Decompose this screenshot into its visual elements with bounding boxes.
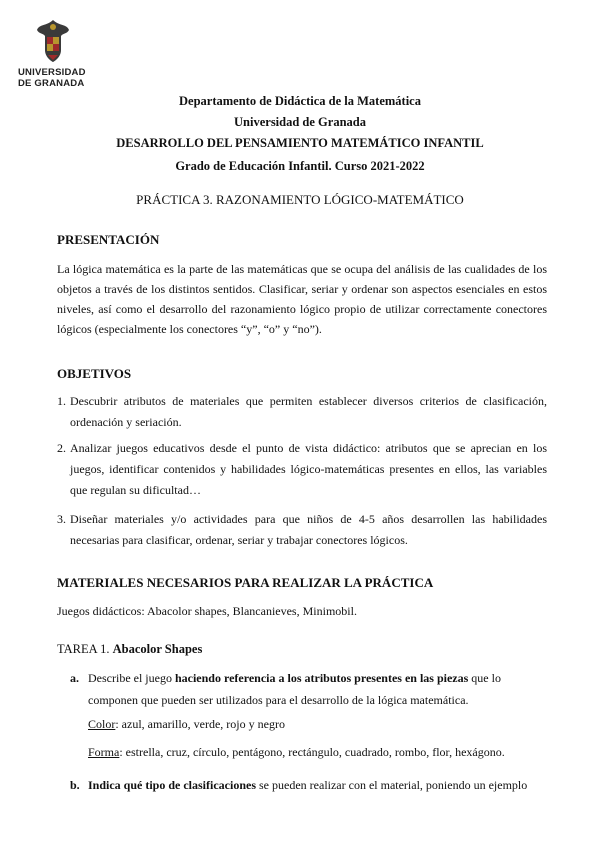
task-1-label: TAREA 1. [57, 642, 110, 656]
task-1-heading [57, 642, 202, 657]
department-title: Departamento de Didáctica de la Matemática [179, 94, 421, 108]
objective-item [57, 438, 547, 501]
objective-number: 1. [57, 394, 66, 408]
item-letter: b. [70, 778, 80, 792]
logo-line-2: DE GRANADA [18, 78, 85, 89]
logo-line-1: UNIVERSIDAD [18, 67, 86, 78]
objectives-heading: OBJETIVOS [57, 366, 132, 381]
university-title: Universidad de Granada [234, 115, 366, 129]
objective-number: 3. [57, 512, 66, 526]
university-crest-icon [33, 18, 73, 64]
objective-text: Analizar juegos educativos desde el punto de vista didáctico: atributos que se aprecian en los juegos, identificar contenidos y habilidades lógico-matemáticas presentes en ellos, las variables que regulan su dificultad… [70, 441, 547, 497]
item-bold-text: haciendo referencia a los atributos presentes en las piezas [174, 671, 469, 685]
item-text: Describe el juego [88, 671, 175, 685]
presentation-text: La lógica matemática es la parte de las matemáticas que se ocupa del análisis de las cualidades de los objetos a través de los distintos sentidos. Clasificar, seriar y ordenar son aspectos esenciales en estos niveles, así como el desarrollo del razonamiento lógico propio de utilizar correctamente conectores lógicos (especialmente los conectores “y”, “o” y “no”). [57, 262, 547, 336]
objective-text: Diseñar materiales y/o actividades para que niños de 4-5 años desarrollen las habilidades necesarias para clasificar, ordenar, seriar y trabajar conectores lógicos. [70, 512, 547, 547]
degree-title: Grado de Educación Infantil. Curso 2021-2022 [175, 159, 425, 173]
task-1-item-b [70, 774, 548, 796]
shape-label: Forma [88, 745, 120, 759]
university-logo [18, 18, 88, 89]
task-1-item-a [70, 667, 548, 763]
color-values: : azul, amarillo, verde, rojo y negro [115, 717, 285, 731]
color-attribute [70, 713, 548, 735]
materials-heading: MATERIALES NECESARIOS PARA REALIZAR LA PRÁCTICA [57, 575, 434, 590]
item-text: se pueden realizar con el material, poniendo un ejemplo [256, 778, 528, 792]
shape-values: : estrella, cruz, círculo, pentágono, rectángulo, cuadrado, rombo, flor, hexágono. [119, 745, 505, 759]
objective-text: Descubrir atributos de materiales que permiten establecer diversos criterios de clasificación, ordenación y seriación. [70, 394, 547, 429]
item-letter: a. [70, 671, 79, 685]
item-bold-text: Indica qué tipo de clasificaciones [88, 778, 257, 792]
practice-title: PRÁCTICA 3. RAZONAMIENTO LÓGICO-MATEMÁTICO [136, 192, 464, 207]
objective-item [57, 509, 547, 551]
objective-number: 2. [57, 441, 66, 455]
objective-item [57, 391, 547, 433]
shape-attribute [70, 741, 548, 763]
course-title: DESARROLLO DEL PENSAMIENTO MATEMÁTICO INFANTIL [116, 136, 484, 150]
item-text: que lo componen que pueden ser utilizados para el desarrollo de la lógica matemática. [88, 671, 501, 707]
color-label: Color [88, 717, 116, 731]
materials-text: Juegos didácticos: Abacolor shapes, Blancanieves, Minimobil. [57, 604, 357, 618]
task-1-title: Abacolor Shapes [112, 642, 203, 656]
presentation-heading: PRESENTACIÓN [57, 232, 160, 247]
